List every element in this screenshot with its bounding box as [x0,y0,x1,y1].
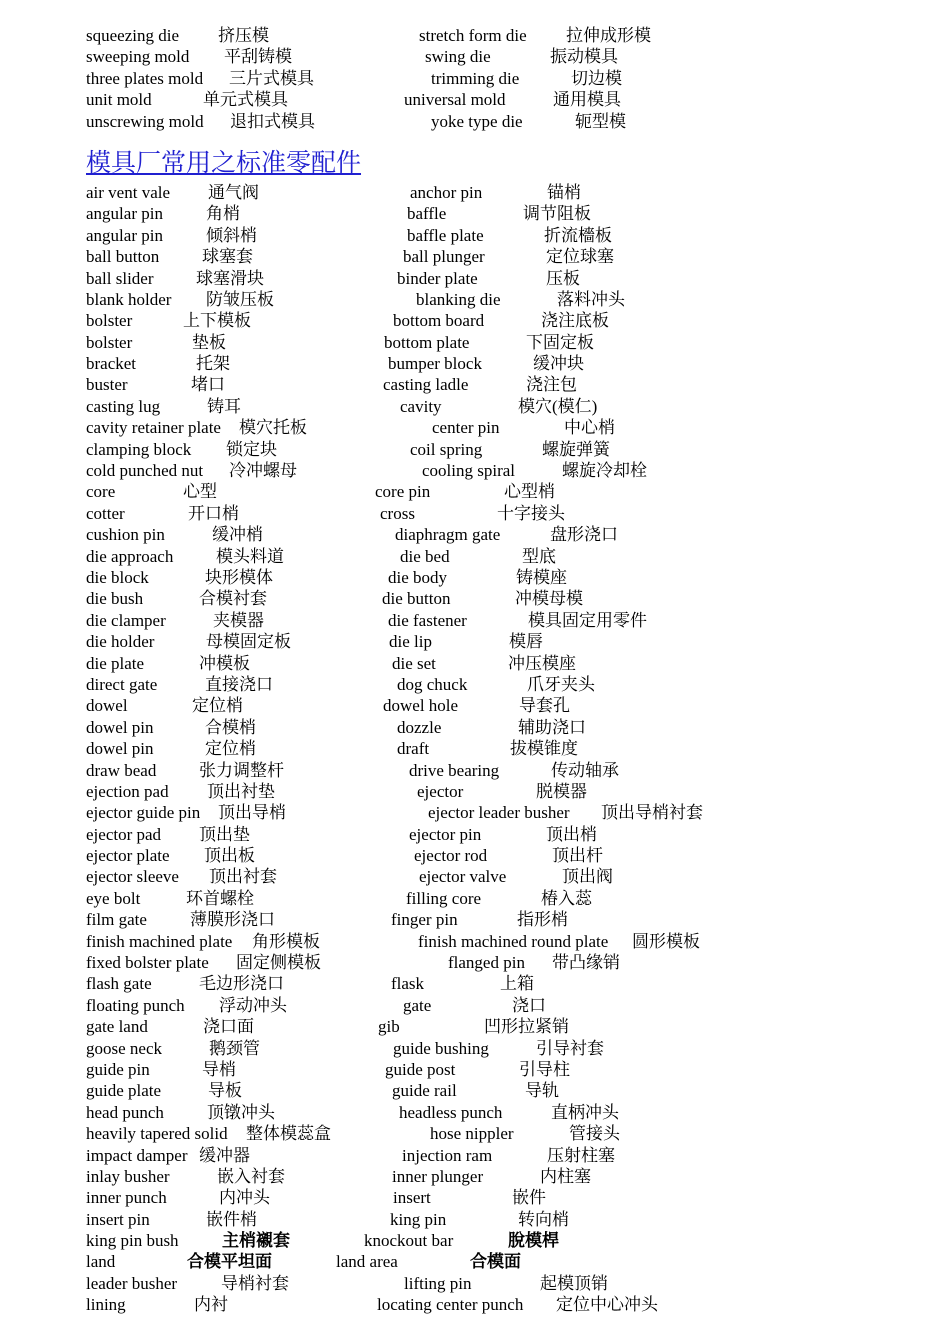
glossary-row [86,546,926,567]
glossary-row [86,1187,926,1208]
term-chinese: 平刮铸模 [224,47,292,67]
term-english: dozzle [397,717,442,737]
glossary-row [86,1080,926,1101]
term-chinese: 锚梢 [547,182,581,202]
term-chinese: 退扣式模具 [230,111,315,131]
glossary-row [86,866,926,887]
term-chinese: 垫板 [192,332,226,352]
term-chinese: 螺旋冷却栓 [562,461,647,481]
term-english: flanged pin [448,953,525,973]
term-chinese: 开口梢 [188,503,239,523]
term-english: cold punched nut [86,461,204,481]
term-chinese: 拉伸成形模 [566,26,651,45]
term-english: land [86,1252,116,1272]
glossary-row [86,888,926,909]
term-chinese: 模唇 [509,632,543,652]
term-chinese: 夹模器 [213,610,264,630]
term-chinese: 导套孔 [519,696,570,716]
term-english: floating punch [86,995,185,1015]
term-english: flask [391,974,425,994]
term-chinese: 浇注包 [526,375,577,395]
term-english: casting ladle [383,375,469,395]
term-chinese: 导板 [208,1081,242,1101]
term-chinese: 指形梢 [517,910,568,930]
term-chinese: 合模平坦面 [187,1252,272,1272]
term-chinese: 上下模板 [183,311,251,331]
term-chinese: 缓冲器 [199,1145,250,1165]
glossary-row [86,1038,926,1059]
glossary-row [86,182,926,203]
term-english: core [86,482,116,502]
term-english: blanking die [416,289,501,309]
term-chinese: 浇口 [512,995,546,1015]
glossary-row [86,203,926,224]
term-english: gib [378,1017,400,1037]
term-chinese: 定位梢 [192,696,243,716]
term-english: finish machined round plate [418,931,609,951]
term-english: injection ram [402,1145,493,1165]
term-chinese: 角梢 [206,204,240,224]
glossary-row [86,46,926,67]
term-english: insert [393,1188,431,1208]
term-chinese: 圆形模板 [632,931,700,951]
glossary-row [86,738,926,759]
term-english: draft [397,739,430,759]
term-chinese: 调节阻板 [523,204,591,224]
glossary-row [86,25,926,46]
term-english: king pin bush [86,1231,179,1251]
term-english: heavily tapered solid [86,1124,228,1144]
term-chinese: 铸耳 [207,396,241,416]
term-english: guide rail [392,1081,457,1101]
term-chinese: 倾斜梢 [206,225,257,245]
term-chinese: 块形模体 [205,567,273,587]
term-chinese: 固定侧模板 [236,953,321,973]
term-english: bottom board [393,311,485,331]
glossary-row [86,588,926,609]
term-chinese: 球塞套 [202,247,253,267]
glossary-row [86,781,926,802]
term-english: guide pin [86,1059,150,1079]
term-chinese: 环首螺栓 [186,888,254,908]
glossary-row [86,503,926,524]
term-english: blank holder [86,289,172,309]
term-chinese: 十字接头 [497,503,565,523]
term-chinese: 顶出板 [204,846,255,866]
term-chinese: 模具固定用零件 [528,610,647,630]
term-chinese: 嵌入衬套 [217,1166,285,1186]
term-chinese: 冷冲螺母 [229,461,297,481]
term-chinese: 导梢 [202,1059,236,1079]
term-chinese: 母模固定板 [206,632,291,652]
term-english: die bed [400,546,450,566]
term-english: die approach [86,546,174,566]
term-chinese: 防皱压板 [206,289,274,309]
term-chinese: 直接浇口 [205,674,273,694]
glossary-row [86,246,926,267]
term-chinese: 模穴(模仁) [518,396,598,416]
term-english: baffle [407,204,447,224]
term-english: dowel [86,696,128,716]
term-english: insert pin [86,1209,150,1229]
term-english: trimming die [431,68,520,88]
term-chinese: 爪牙夹头 [527,674,595,694]
glossary-row [86,717,926,738]
term-chinese: 冲模板 [199,653,250,673]
glossary-row [86,111,926,132]
glossary-row [86,674,926,695]
term-english: land area [336,1252,398,1272]
term-chinese: 合模面 [470,1252,521,1272]
term-chinese: 鹅颈管 [209,1038,260,1058]
section-heading-link[interactable]: 模具厂常用之标准零配件 [86,149,362,177]
term-chinese: 主梢襯套 [222,1231,290,1251]
glossary-row [86,931,926,952]
term-chinese: 振动模具 [550,47,618,67]
term-english: dowel pin [86,739,154,759]
term-english: squeezing die [86,26,179,45]
term-chinese: 嵌件梢 [206,1209,257,1229]
term-english: finish machined plate [86,931,233,951]
term-chinese: 合模梢 [205,717,256,737]
term-chinese: 定位中心冲头 [556,1295,658,1315]
term-chinese: 毛边形浇口 [199,974,284,994]
term-chinese: 盘形浇口 [550,525,618,545]
term-chinese: 冲压模座 [508,653,576,673]
term-english: baffle plate [407,225,484,245]
term-english: binder plate [397,268,478,288]
term-english: ejector pad [86,824,162,844]
term-chinese: 顶镦冲头 [207,1102,275,1122]
term-english: bottom plate [384,332,470,352]
term-english: cavity [400,396,442,416]
glossary-row [86,68,926,89]
term-english: flash gate [86,974,152,994]
term-chinese: 起模顶销 [540,1273,608,1293]
glossary-row [86,289,926,310]
term-chinese: 定位球塞 [546,247,614,267]
term-chinese: 薄膜形浇口 [190,910,275,930]
glossary-row [86,481,926,502]
term-english: angular pin [86,225,163,245]
term-english: dowel pin [86,717,154,737]
term-english: drive bearing [409,760,500,780]
glossary-row [86,567,926,588]
term-english: leader busher [86,1273,178,1293]
term-english: ejector leader busher [428,803,570,823]
term-english: locating center punch [377,1295,524,1315]
term-chinese: 内冲头 [219,1188,270,1208]
term-chinese: 椿入蕊 [541,888,592,908]
term-english: die holder [86,632,155,652]
term-english: goose neck [86,1038,163,1058]
term-english: head punch [86,1102,164,1122]
term-english: diaphragm gate [395,525,501,545]
term-english: hose nippler [430,1124,514,1144]
term-chinese: 转向梢 [518,1209,569,1229]
glossary-row [86,760,926,781]
term-chinese: 顶出衬垫 [207,781,275,801]
term-english: cotter [86,503,125,523]
glossary-row [86,225,926,246]
term-english: finger pin [391,910,458,930]
term-english: film gate [86,910,147,930]
term-chinese: 顶出阀 [562,867,613,887]
term-chinese: 脫模桿 [508,1231,559,1251]
glossary-row [86,1209,926,1230]
term-english: ejector plate [86,846,170,866]
glossary-row [86,1123,926,1144]
term-english: swing die [425,47,491,67]
glossary-row [86,417,926,438]
term-chinese: 凹形拉紧销 [484,1017,569,1037]
term-chinese: 整体模蕊盒 [246,1124,331,1144]
term-chinese: 模穴托板 [239,418,307,438]
glossary-row [86,310,926,331]
term-chinese: 通气阀 [208,182,259,202]
term-chinese: 合模衬套 [199,589,267,609]
term-chinese: 拔模锥度 [510,739,578,759]
glossary-row [86,1102,926,1123]
glossary-row [86,1230,926,1251]
term-chinese: 心型梢 [504,482,555,502]
term-chinese: 导梢衬套 [221,1273,289,1293]
term-chinese: 辅助浇口 [518,717,586,737]
term-english: bolster [86,332,133,352]
glossary-row [86,973,926,994]
glossary-row [86,952,926,973]
term-english: unit mold [86,90,152,110]
term-chinese: 心型 [183,482,217,502]
term-english: ejector pin [409,824,482,844]
glossary-row [86,1145,926,1166]
term-english: stretch form die [419,26,527,45]
glossary-row [86,995,926,1016]
term-english: universal mold [404,90,506,110]
term-english: sweeping mold [86,47,190,67]
term-english: inlay busher [86,1166,170,1186]
glossary-row [86,268,926,289]
term-english: die clamper [86,610,166,630]
term-chinese: 上箱 [500,974,534,994]
glossary-row [86,1059,926,1080]
term-english: unscrewing mold [86,111,204,131]
term-chinese: 挤压模 [218,26,269,45]
term-chinese: 型底 [522,546,556,566]
term-english: die set [392,653,436,673]
term-english: air vent vale [86,182,171,202]
term-english: core pin [375,482,431,502]
term-chinese: 下固定板 [526,332,594,352]
glossary-row [86,845,926,866]
term-chinese: 轭型模 [575,111,626,131]
term-english: die block [86,567,149,587]
term-english: cross [380,503,415,523]
term-english: dog chuck [397,674,468,694]
term-english: direct gate [86,674,158,694]
term-english: ejector sleeve [86,867,179,887]
term-english: headless punch [399,1102,503,1122]
term-chinese: 折流檣板 [544,225,612,245]
term-english: king pin [390,1209,447,1229]
term-english: gate land [86,1017,148,1037]
glossary-row [86,1294,926,1315]
term-chinese: 模头料道 [216,546,284,566]
glossary-row [86,396,926,417]
term-english: lifting pin [404,1273,472,1293]
glossary-row [86,524,926,545]
term-chinese: 中心梢 [564,418,615,438]
term-english: die plate [86,653,145,673]
term-chinese: 顶出导梢衬套 [601,803,703,823]
term-english: buster [86,375,128,395]
glossary-row [86,909,926,930]
term-english: cooling spiral [422,461,516,481]
term-chinese: 传动轴承 [551,760,619,780]
term-english: fixed bolster plate [86,953,209,973]
term-chinese: 单元式模具 [203,90,288,110]
glossary-row [86,353,926,374]
term-english: eye bolt [86,888,141,908]
glossary-row [86,374,926,395]
term-english: lining [86,1295,126,1315]
term-english: ball button [86,247,160,267]
term-english: center pin [432,418,500,438]
term-chinese: 直柄冲头 [551,1102,619,1122]
term-english: guide bushing [393,1038,489,1058]
term-chinese: 通用模具 [553,90,621,110]
term-english: guide post [385,1059,456,1079]
term-english: yoke type die [431,111,523,131]
glossary-row [86,695,926,716]
term-chinese: 堵口 [191,375,225,395]
term-chinese: 切边模 [571,68,622,88]
term-chinese: 缓冲块 [533,354,584,374]
term-chinese: 内衬 [194,1295,228,1315]
term-chinese: 三片式模具 [229,68,314,88]
term-english: bolster [86,311,133,331]
glossary-row [86,460,926,481]
term-english: three plates mold [86,68,204,88]
glossary-row [86,824,926,845]
document-body [86,25,926,1316]
term-chinese: 嵌件 [512,1188,546,1208]
term-english: ejector rod [414,846,488,866]
glossary-row [86,1273,926,1294]
term-chinese: 浮动冲头 [219,995,287,1015]
glossary-row [86,1166,926,1187]
glossary-row [86,1251,926,1272]
term-english: coil spring [410,439,483,459]
term-english: inner punch [86,1188,167,1208]
term-english: ejector valve [419,867,507,887]
term-english: ejection pad [86,781,169,801]
glossary-row [86,802,926,823]
glossary-row [86,610,926,631]
term-chinese: 顶出杆 [552,846,603,866]
term-chinese: 压板 [546,268,580,288]
term-chinese: 导轨 [525,1081,559,1101]
term-chinese: 托架 [196,354,230,374]
term-english: ball plunger [403,247,485,267]
term-english: casting lug [86,396,161,416]
term-english: knockout bar [364,1231,454,1251]
term-chinese: 缓冲梢 [212,525,263,545]
term-english: draw bead [86,760,157,780]
term-chinese: 角形模板 [252,931,320,951]
term-chinese: 引导柱 [519,1059,570,1079]
term-chinese: 螺旋弹簧 [542,439,610,459]
term-chinese: 定位梢 [205,739,256,759]
glossary-row [86,1016,926,1037]
term-chinese: 顶出导梢 [218,803,286,823]
term-chinese: 铸模座 [516,567,567,587]
term-chinese: 浇注底板 [541,311,609,331]
term-english: die fastener [388,610,467,630]
term-english: bumper block [388,354,482,374]
term-english: die lip [389,632,432,652]
term-english: ejector guide pin [86,803,201,823]
term-english: clamping block [86,439,192,459]
term-english: angular pin [86,204,163,224]
term-english: impact damper [86,1145,188,1165]
term-chinese: 压射柱塞 [547,1145,615,1165]
term-english: cushion pin [86,525,165,545]
term-chinese: 张力调整杆 [199,760,284,780]
term-chinese: 管接头 [569,1124,620,1144]
term-chinese: 顶出衬套 [209,867,277,887]
term-chinese: 脱模器 [536,781,587,801]
term-chinese: 落料冲头 [557,289,625,309]
term-english: gate [403,995,432,1015]
term-chinese: 顶出梢 [546,824,597,844]
term-english: die button [382,589,451,609]
term-english: inner plunger [392,1166,484,1186]
term-english: filling core [406,888,482,908]
term-chinese: 锁定块 [226,439,277,459]
term-english: cavity retainer plate [86,418,221,438]
glossary-row [86,332,926,353]
term-english: ball slider [86,268,154,288]
glossary-row [86,89,926,110]
term-english: ejector [417,781,464,801]
term-chinese: 内柱塞 [540,1166,591,1186]
term-chinese: 顶出垫 [199,824,250,844]
term-chinese: 冲模母模 [515,589,583,609]
glossary-row [86,631,926,652]
term-chinese: 球塞滑块 [196,268,264,288]
term-chinese: 浇口面 [203,1017,254,1037]
glossary-row [86,439,926,460]
term-chinese: 带凸缘销 [552,953,620,973]
term-english: dowel hole [383,696,459,716]
term-english: anchor pin [410,182,483,202]
term-english: die bush [86,589,144,609]
term-english: guide plate [86,1081,162,1101]
term-english: die body [388,567,448,587]
glossary-row [86,653,926,674]
term-english: bracket [86,354,137,374]
term-chinese: 引导衬套 [536,1038,604,1058]
